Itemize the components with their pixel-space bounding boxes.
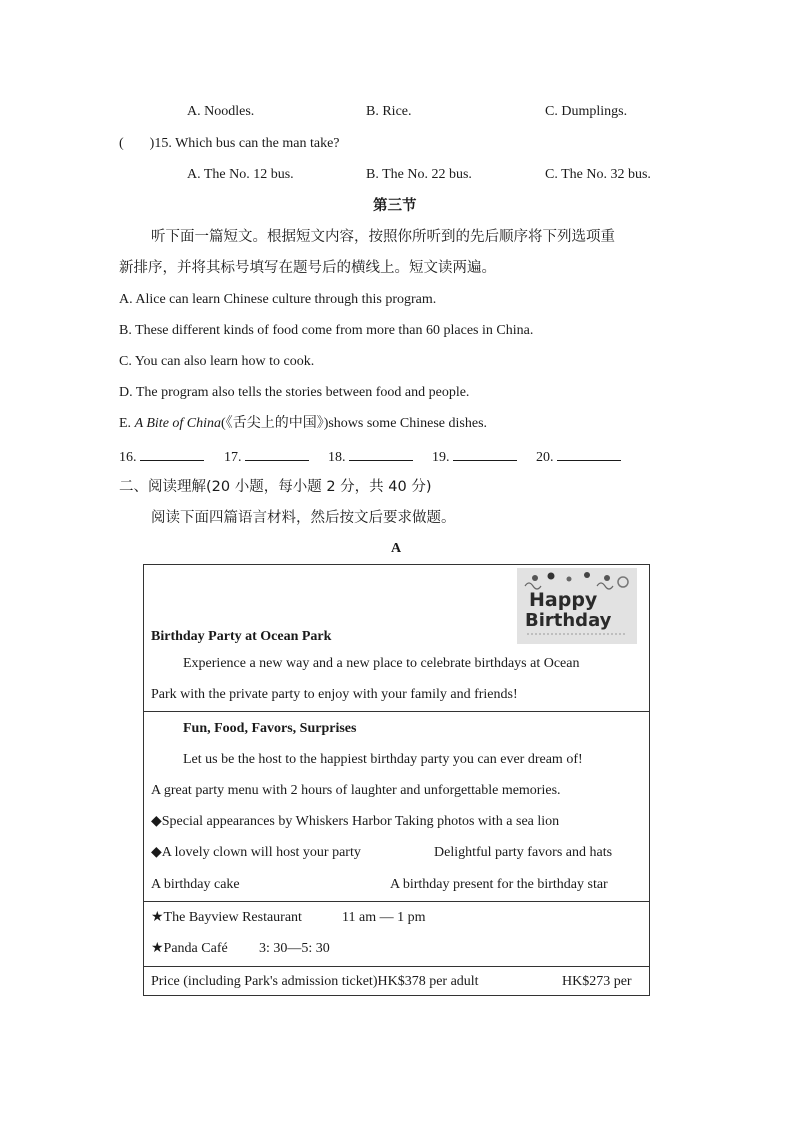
passage-label: A bbox=[391, 541, 402, 556]
divider bbox=[144, 711, 649, 712]
item-e-title: A Bite of China bbox=[134, 416, 222, 431]
section3-instruction-line2: 新排序，并将其标号填写在题号后的横线上。短文读两遍。 bbox=[119, 260, 496, 276]
section3-heading: 第三节 bbox=[373, 198, 417, 214]
q15-paren-open: ( bbox=[119, 136, 124, 151]
q14-option-c: C. Dumplings. bbox=[545, 104, 628, 119]
answer-blank-18[interactable]: 18. bbox=[328, 446, 413, 468]
q15-option-b: B. The No. 22 bus. bbox=[366, 167, 472, 182]
q15-question-line bbox=[119, 134, 340, 154]
section3-instruction-line1: 听下面一篇短文。根据短文内容，按照你所听到的先后顺序将下列选项重 bbox=[151, 229, 615, 245]
price-child: HK$273 per bbox=[562, 974, 632, 989]
item-e-prefix: E. bbox=[119, 416, 135, 431]
q15-paren-close: ) bbox=[149, 136, 155, 151]
price-label: Price (including Park's admission ticket)HK$378 per adult bbox=[151, 974, 479, 989]
q15-question: 15. Which bus can the man take? bbox=[154, 136, 340, 151]
venue2-time: 3: 30—5: 30 bbox=[259, 941, 330, 956]
section3-item-d: D. The program also tells the stories between food and people. bbox=[119, 385, 470, 400]
section3-item-b: B. These different kinds of food come from more than 60 places in China. bbox=[119, 323, 534, 338]
ad-intro-line2: Park with the private party to enjoy with your family and friends! bbox=[151, 687, 518, 702]
section3-item-a: A. Alice can learn Chinese culture through this program. bbox=[119, 292, 437, 307]
birthday-text: Birthday bbox=[525, 610, 612, 631]
happy-text: Happy bbox=[529, 589, 598, 611]
answer-blank-20[interactable]: 20. bbox=[536, 446, 621, 468]
answer-blank-19[interactable]: 19. bbox=[432, 446, 517, 468]
ad-bullet2-right: Delightful party favors and hats bbox=[434, 845, 613, 860]
venue1-name: ★The Bayview Restaurant bbox=[151, 910, 302, 925]
ad-para-line2: A great party menu with 2 hours of laughter and unforgettable memories. bbox=[151, 783, 561, 798]
part2-heading: 二、阅读理解(20 小题，每小题 2 分，共 40 分) bbox=[119, 479, 432, 495]
happy-birthday-image bbox=[517, 568, 637, 644]
item-e-rest: (《舌尖上的中国》)shows some Chinese dishes. bbox=[221, 416, 488, 431]
ad-intro-line1: Experience a new way and a new place to celebrate birthdays at Ocean bbox=[183, 656, 580, 671]
q15-option-c: C. The No. 32 bus. bbox=[545, 167, 651, 182]
ad-cake: A birthday cake bbox=[151, 877, 240, 892]
answer-blank-17[interactable]: 17. bbox=[224, 446, 309, 468]
ad-title: Birthday Party at Ocean Park bbox=[151, 629, 332, 644]
ad-subtitle: Fun, Food, Favors, Surprises bbox=[183, 721, 357, 736]
section3-item-c: C. You can also learn how to cook. bbox=[119, 354, 315, 369]
part2-instruction: 阅读下面四篇语言材料，然后按文后要求做题。 bbox=[151, 510, 456, 526]
venue1-time: 11 am — 1 pm bbox=[342, 910, 426, 925]
section3-item-e bbox=[119, 414, 487, 434]
ad-bullet1: ◆Special appearances by Whiskers Harbor Taking photos with a sea lion bbox=[151, 814, 560, 829]
venue2-name: ★Panda Café bbox=[151, 941, 228, 956]
divider bbox=[144, 966, 649, 967]
q15-option-a: A. The No. 12 bus. bbox=[187, 167, 294, 182]
ad-present: A birthday present for the birthday star bbox=[390, 877, 608, 892]
ad-bullet2-left: ◆A lovely clown will host your party bbox=[151, 845, 361, 860]
divider bbox=[144, 901, 649, 902]
ad-para-line1: Let us be the host to the happiest birthday party you can ever dream of! bbox=[183, 752, 583, 767]
q14-option-a: A. Noodles. bbox=[187, 104, 255, 119]
answer-blank-16[interactable]: 16. bbox=[119, 446, 204, 468]
q14-option-b: B. Rice. bbox=[366, 104, 412, 119]
birthday-ad-box bbox=[143, 564, 650, 996]
